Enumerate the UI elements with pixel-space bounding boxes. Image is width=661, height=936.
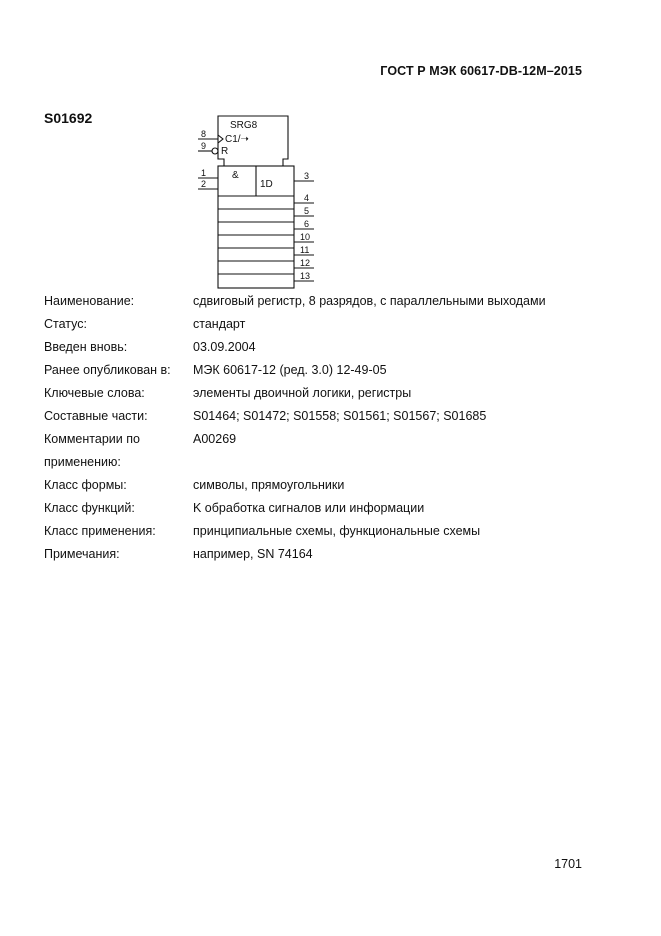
property-value: сдвиговый регистр, 8 разрядов, с параллельными выходами — [193, 294, 546, 308]
property-label: Комментарии по — [44, 432, 140, 446]
property-value: S01464; S01472; S01558; S01561; S01567; S01685 — [193, 409, 487, 423]
shift-register-symbol — [190, 108, 330, 290]
property-row — [44, 313, 546, 336]
property-label: Введен вновь: — [44, 340, 128, 354]
pin-output: 10 — [300, 232, 311, 242]
property-value: МЭК 60617-12 (ред. 3.0) 12-49-05 — [193, 363, 387, 377]
property-label: Примечания: — [44, 547, 120, 561]
property-value: например, SN 74164 — [193, 547, 313, 561]
property-row — [44, 451, 546, 474]
property-row — [44, 474, 546, 497]
pin-output: 6 — [304, 219, 310, 229]
pin-output: 13 — [300, 271, 311, 281]
property-row — [44, 428, 546, 451]
pin-output: 3 — [304, 171, 310, 181]
property-label: применению: — [44, 455, 121, 469]
property-label: Класс функций: — [44, 501, 135, 515]
property-row — [44, 520, 546, 543]
property-label: Составные части: — [44, 409, 148, 423]
data-label: 1D — [260, 179, 273, 190]
reset-label: R — [221, 146, 229, 157]
register-title: SRG8 — [230, 120, 258, 131]
clock-label: C1/➝ — [225, 134, 249, 145]
pin-output: 5 — [304, 206, 310, 216]
property-row — [44, 543, 546, 566]
property-label: Наименование: — [44, 294, 135, 308]
property-value: символы, прямоугольники — [193, 478, 345, 492]
and-label: & — [232, 170, 239, 181]
pin-clock: 8 — [201, 129, 207, 139]
property-value: стандарт — [193, 317, 246, 331]
property-row — [44, 290, 546, 313]
pin-reset: 9 — [201, 141, 207, 151]
document-header: ГОСТ Р МЭК 60617-DB-12M–2015 — [380, 64, 582, 78]
property-row — [44, 405, 546, 428]
property-value: элементы двоичной логики, регистры — [193, 386, 412, 400]
pin-output: 11 — [300, 245, 310, 255]
shift-register-diagram — [190, 108, 330, 290]
pin-input-2: 2 — [201, 179, 207, 189]
property-row — [44, 382, 546, 405]
property-value: принципиальные схемы, функциональные схемы — [193, 524, 481, 538]
property-label: Класс применения: — [44, 524, 156, 538]
pin-input-1: 1 — [201, 168, 207, 178]
property-label: Статус: — [44, 317, 87, 331]
property-row — [44, 497, 546, 520]
symbol-id: S01692 — [44, 110, 93, 126]
property-row — [44, 336, 546, 359]
pin-output: 12 — [300, 258, 311, 268]
property-label: Ключевые слова: — [44, 386, 145, 400]
property-label: Ранее опубликован в: — [44, 363, 171, 377]
properties-table — [44, 290, 546, 566]
property-value: K обработка сигналов или информации — [193, 501, 425, 515]
page-number: 1701 — [554, 857, 582, 871]
property-label: Класс формы: — [44, 478, 127, 492]
property-value: 03.09.2004 — [193, 340, 256, 354]
property-row — [44, 359, 546, 382]
property-value: A00269 — [193, 432, 237, 446]
pin-output: 4 — [304, 193, 310, 203]
